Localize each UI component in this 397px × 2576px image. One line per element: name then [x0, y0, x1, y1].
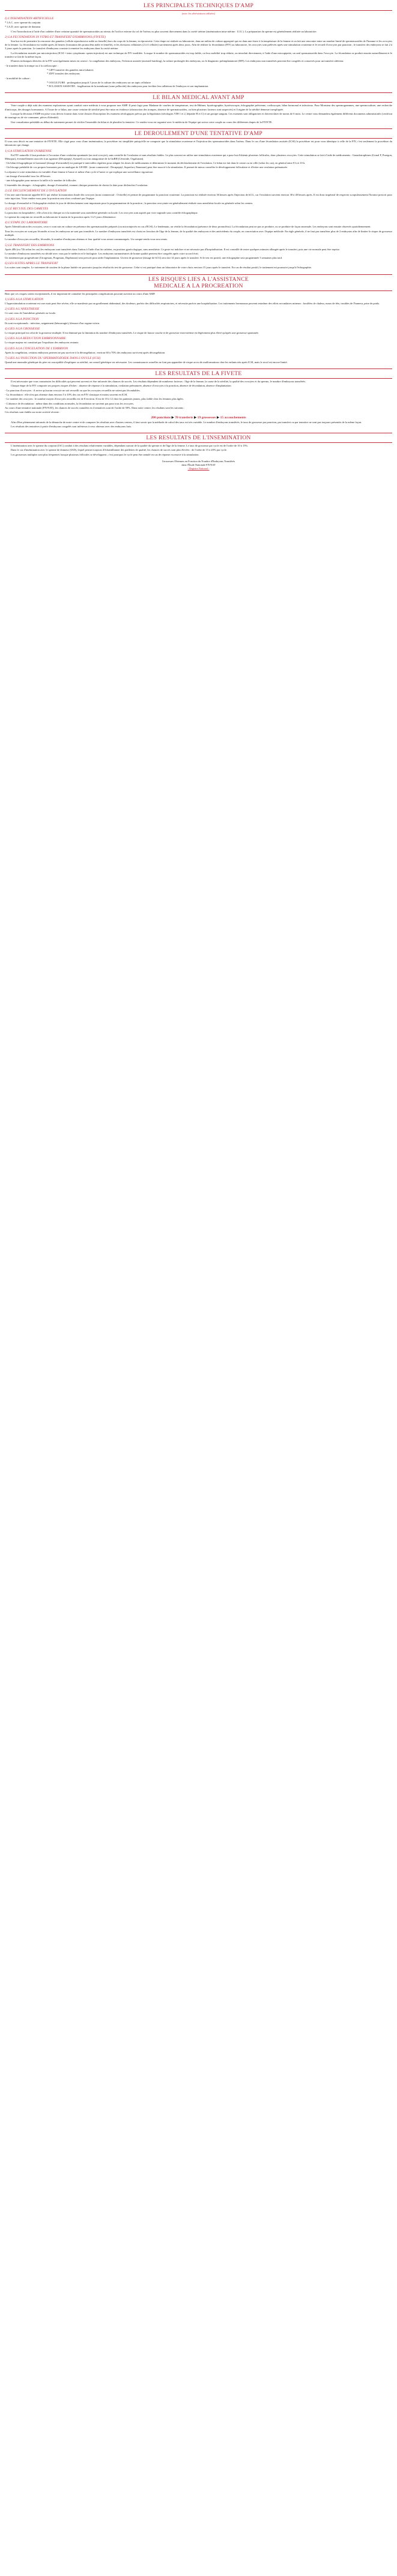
stat-ponctions: 200 ponctions — [151, 415, 171, 420]
paragraph: Quand une anomalie génétique du père est susceptible d'expliquer sa stérilité, un conseil génétique est nécessaire. Les connaissances actuelles ne font pas apparaître de risque accru de malformations chez les enfants nés après ICSI, mais le recul est encore limité. — [5, 360, 288, 364]
section-title-deroulement: LE DEROULEMENT D'UNE TENTATIVE D'AMP — [5, 128, 392, 139]
section-title-resultats-insemination: LES RESULTATS DE L'INSEMINATION — [5, 433, 392, 443]
paragraph: Ils sont exceptionnels : infection, saignement (hémorragie), blessure d'un organe voisin. — [5, 321, 100, 325]
heading-stimulation: 1) LA STIMULATION OVARIENNE — [5, 149, 52, 153]
paragraph: Chaque étape de la FIV comporte ses propres risques d'échec : absence de réponse à la stimulation, ovulation prématurée, absence d'ovocytes à la ponction, absence de fécondation, absence d'implantation. — [11, 384, 232, 388]
caption-line: Grossesses Obtenues en Fonction du Nombre d'Embryons Transférés — [162, 460, 235, 463]
paragraph: Bien que ces risques soient exceptionnels, il est important de connaître les principales complications pouvant survenir au cours d'une AMP. — [5, 292, 156, 295]
heading-transfert: 5) LE TRANSFERT DES EMBRYONS — [5, 243, 55, 247]
paragraph: La ponction est hospitalière ; elle a lieu à la clinique ou à la maternité sous anesthésie générale ou locale. Les ovocytes sont aspirés par voie vaginale sous contrôle échographique. — [5, 211, 198, 214]
paragraph: Son but est de permettre la rencontre des gamètes (cellule reproductrice mâle ou femelle) hors du corps de la femme, en éprouvette. Cette étape est réalisée au laboratoire, dans un milieu de culture approprié qui est dans une étuve à la température de la femme et on fait une rencontre entre un nombre limité de spermatozoïdes de l'homme et les ovocytes de la femme. La fécondation est visible après 24 heures (formation des pronucléus mâle et femelle), et les divisions cellulaires (2 à 4 cellules) surviennent après deux jours. Afin de réaliser la fécondation (FIV) au laboratoire, les ovocytes sont prélevés après une stimulation ovarienne et le recueil d'ovocytes par ponction ; le transfert des embryons se fait 2 à 3 jours après la ponction. Le transfert d'embryons consiste à remettre les embryons dans la cavité utérine. — [5, 39, 392, 50]
title-line: MEDICALE A LA PROCREATION — [154, 282, 243, 289]
paragraph: Le nombre d'embryons transférés est décidé avec vous par le médecin et le biologiste. Les embryons surnuméraires de bonne qualité peuvent être congelés après votre accord écrit. — [5, 251, 199, 255]
heading-declenchement: 2) LE DECLENCHEMENT DE L'OVULATION — [5, 188, 67, 193]
paragraph: C'est une autre hormone appelée hCG qui réalise la maturation finale des ovocytes (nom commercial : Ovitrelle) et permet de programmer la ponction ovarienne. La ponction est réalisée environ 36 heures après l'injection de hCG, car l'ovulation survient environ 38 à 40 heures après. Il est donc impératif de respecter scrupuleusement l'horaire prescrit pour cette injection. Votre rendez-vous pour la ponction sera alors confirmé par l'équipe. — [5, 193, 392, 200]
heading-risk-grossesse: 4) LIES A LA GROSSESSE — [5, 327, 40, 331]
paragraph: - Le nombre des ovocytes : le nombre moyen d'ovocytes recueillis est de 8 environ. Il est de 10 à 12 chez les patientes jeunes, plus faible chez les femmes plus âgées. — [5, 397, 184, 401]
paragraph: Ce sont ceux de l'anesthésie générale ou locale. — [5, 311, 56, 315]
paragraph: Le risque majeur est constitué par l'expulsion des embryons restants. — [5, 341, 79, 345]
paragraph: - Un bilan échographique et hormonal (dosage d'oestradiol) est pratiqué à intervalles réguliers pour adapter les doses de médicaments et déterminer le moment du déclenchement de l'ovulation. Ce bilan est fait dans le centre ou en ville (selon les cas), en général entre 8 h et 10 h. — [5, 161, 306, 165]
paragraph: Après la congélation, certains embryons peuvent ne pas survivre à la décongélation ; environ 60 à 70% des embryons survivent après décongélation. — [5, 351, 166, 354]
paragraph: Il est nécessaire que vous connaissiez les difficultés qui peuvent survenir et être informés des chances de succès. Les résultats dépendent de nombreux facteurs : l'âge de la femme, la cause de la stérilité, la qualité des ovocytes et du sperme, le nombre d'embryons transférés. — [11, 380, 306, 384]
heading-risk-reduction: 5) LIES A LA REDUCTION EMBRYONNAIRE — [5, 337, 66, 341]
paragraph: Après l'identification des ovocytes, ceux-ci sont mis en culture en présence des spermatozoïdes préparés (ou microinjectés en cas d'ICSI). Le lendemain, on vérifie la fécondation (présence de deux pronucléus). La fécondation peut ne pas se produire, ou se produire de façon anormale. Les embryons sont ensuite observés quotidiennement. — [5, 225, 371, 229]
paragraph: L'insémination avec le sperme du conjoint (IAC) conduit à des résultats relativement variables, dépendant surtout de la qualité du sperme et de l'âge de la femme. Le taux de grossesse par cycle est de l'ordre de 10 à 15%. — [11, 444, 249, 448]
technique-list — [5, 68, 392, 76]
stat-grossesses: 19 grossesses — [197, 415, 216, 420]
paragraph: Les grossesses multiples sont plus fréquentes lorsque plusieurs follicules se développent ; c'est pourquoi le cycle peut être annulé en cas de réponse excessive à la stimulation. — [11, 453, 199, 456]
paragraph: - La fécondation : elle n'est pas obtenue dans environ 5 à 10% des cas en FIV classique et moins souvent en ICSI. — [5, 393, 128, 397]
caption-line: dans l'Étude Nationale FIVNAT — [181, 463, 216, 466]
heading-risk-congelation: 6) LIES A LA CONGELATION DE L'EMBRYON — [5, 346, 68, 351]
paragraph: La réponse à votre stimulation est variable d'une femme à l'autre et même d'un cycle à l'autre ce qui explique une surveillance rigoureuse. — [5, 170, 154, 173]
heading-recueil: 3) LE RECUEIL DES GAMETES — [5, 206, 49, 211]
paragraph: Les résultats des tentatives à partir d'embryons congelés sont inférieurs à ceux obtenus avec des embryons frais. — [11, 424, 132, 428]
stat-transferts: 70 transferts — [175, 415, 193, 420]
stat-accouchements: 15 accouchements — [220, 415, 246, 420]
paragraph: Il vous sera décrit en une tentative de FIVETE. Elle s'agit pour vous d'une insémination, la procédure est simplifiée puisqu'elle ne comporte que la stimulation ovarienne et l'injection des spermatozoïdes dans l'utérus. Dans le cas d'une fécondation assistée (ICSI) la procédure est pour vous identique à celle de la FIV, c'est seulement la procédure du laboratoire qui change. — [5, 139, 392, 147]
paragraph: - Un blocage préalable de vos propres hormones par un analogue de LH-RH : (nom commercial : Decapeptyl, Suprefact, Enantone) peut être associé à la stimulation. Il permet de mieux contrôler le développement folliculaire et d'éviter une ovulation prématurée. — [5, 166, 288, 169]
list-item: * ZIFT transfert des embryons — [47, 72, 80, 76]
paragraph: - le transfert dans la trompe ou à la coelioscopie : — [5, 64, 58, 67]
section-title-risques — [5, 274, 392, 291]
paragraph: Le risque principal est celui de la grossesse multiple. Il est diminué par la limitation du nombre d'embryons transférés. Le risque de fausse couche et de grossesse extra-utérine est légèrement plus élevé qu'après une grossesse spontanée. — [5, 331, 259, 334]
paragraph: La fécondation assistée par microinjection (ICSI = intra cytoplasmic sperm injection) est une technique de FIV modifiée. Lorsque le nombre de spermatozoïdes est trop faible, ou leur mobilité trop réduite, on introduit directement, à l'aide d'une micropipette, un seul spermatozoïde dans l'ovocyte. La fécondation se produit ensuite naturellement et le transfert se fait de la même façon. — [5, 51, 392, 59]
heading-fiv: 2) LA FECONDATION IN VITRO ET TRANSFERT D'EMBRYONS (FIVETE) — [5, 35, 106, 39]
paragraph: D'autres techniques dérivées de la FIV sont également mises en oeuvre : la congélation des embryons, l'éclosion assistée (assisted hatching), la culture prolongée des embryons, ou le diagnostic préimplantatoire (DPI). Les embryons non transférés peuvent être congelés et conservés pour un transfert ultérieur. — [11, 59, 344, 63]
section-title-resultats-fivete: LES RESULTATS DE LA FIVETE — [5, 369, 392, 379]
heading-risk-anesthesie: 2) LIES A L'ANESTHESIE — [5, 307, 40, 311]
paragraph: Une consultation préalable au début du traitement permet de vérifier l'ensemble du bilan et de planifier la tentative. Ce rendez-vous est organisé avec le médecin de l'équipe qui suivra votre couple au cours des différentes étapes de la FIVETE. — [11, 120, 273, 124]
paragraph: Les suites sont simples. Le traitement de soutien de la phase lutéale est poursuivi jusqu'au résultat du test de grossesse. Celui-ci est pratiqué dans un laboratoire de votre choix environ 15 jours après le transfert. En cas de résultat positif, le traitement est poursuivi jusqu'à l'échographie. — [5, 266, 312, 269]
paragraph: Au cours d'une tentative nationale (FIVNAT), les chances de succès cumulées en 4 tentatives sont de l'ordre de 50%. Dans notre centre, les résultats sont les suivants : — [5, 406, 185, 409]
paragraph: Afin d'être pleinement informés de la démarche de notre centre et de comparer les résultats avec d'autres centres, il faut savoir que la méthode de calcul des taux est très variable. Le nombre d'embryons transférés, le taux de grossesse par ponction, par transfert ou par tentative ne sont pas toujours présentés de la même façon. — [11, 420, 362, 424]
paragraph: * I.A.D. avec sperme de donneur — [5, 25, 41, 29]
section-title-bilan: LE BILAN MEDICAL AVANT AMP — [5, 92, 392, 103]
paragraph: * I.A.C. avec sperme du conjoint — [5, 21, 41, 24]
paragraph: - une échographie pour mesurer la taille et le nombre de follicules — [5, 179, 76, 182]
paragraph: Dans le cas d'insémination avec le sperme de donneur (IAD), lequel permet toujours d'échantillonner des paillettes de qualité, les chances de succès sont plus élevées : de l'ordre de 15 à 20% par cycle. — [11, 448, 228, 452]
footer-caption — [5, 460, 392, 471]
paragraph: Le dosage d'oestradiol et l'échographie réalisés le jour de déclenchement sont importants pour la programmation de la ponction ; la ponction ovocytaire est généralement réalisée sous anesthésie locale ou générale selon les centres. — [5, 201, 253, 205]
paragraph: - La ponction d'ovocytes : il arrive qu'aucun ovocyte ne soit recueilli ou que les ovocytes recueillis ne soient pas fécondables. — [5, 388, 141, 392]
paragraph: L'hyperstimulation ovarienne est rare mais peut être sévère, elle se manifeste par un gonflement abdominal, des douleurs, parfois des difficultés respiratoires, et nécessite parfois une hospitalisation. Les traitements hormonaux peuvent entraîner des effets secondaires mineurs : bouffées de chaleur, maux de tête, troubles de l'humeur, prise de poids. — [5, 302, 380, 305]
heading-risk-icsi: 7) LIES A L'INJECTION DU SPERMATOZOIDE DANS L'OVULE (ICSI) — [5, 356, 101, 360]
paragraph: C'est l'introduction à l'aide d'un cathéter d'une certaine quantité de spermatozoïdes au niveau de l'orifice externe du col de l'utérus ou plus souvent directement dans la cavité utérine (insémination intra-utérine : I.I.U.). La préparation du sperme est généralement réalisée au laboratoire. — [11, 29, 317, 33]
heading-suites: 6) LES SUITES APRES LE TRANSFERT — [5, 262, 58, 266]
paragraph: Un traitement par progestérone (Utrogestan, Progestan, Duphaston) sera prescrit pour aider l'implantation. Un test de grossesse (dosage de hCG) sera fait 14 jours après le transfert. Si le test est positif, une échographie sera programmée 3 semaines plus tard. — [5, 256, 283, 260]
heading-laboratoire: 4) L'ETAPE DU LABORATOIRE — [5, 221, 48, 225]
heading-risk-ponction: 3) LIES A LA PONCTION — [5, 317, 39, 321]
abbreviation-note: (avec les abréviations utilisées) — [181, 12, 216, 15]
title-line: LES RISQUES LIES A L'ASSISTANCE — [148, 275, 249, 283]
paragraph: - un dosage d'oestradiol tous les 48 heures — [5, 175, 50, 178]
list-item: * GIFT transfert des gamètes intra-tubaires — [47, 68, 94, 71]
paragraph: Lorsque la décision d'AMP est prise vous devrez fournir dans votre dossier d'inscription les examens sérologiques prévus par la législation (sérologies VIH 1 et 2, hépatite B et C) et un groupe sanguin. Ces examens sont obligatoires et doivent dater de moins de 6 mois. Le centre vous demandera également différents documents administratifs (certificat de mariage ou de vie commune, pièces d'identité). — [5, 112, 392, 119]
registry-link[interactable]: - Registre National - — [187, 467, 210, 470]
paragraph: Ces résultats sont établis sur notre activité récente : — [5, 411, 61, 414]
list-item: * ECLOSION ASSISTEE : fragilisation de la membrane (zone pellucide) des embryons pour faciliter leur adhésion de l'embryon et son implantation. — [47, 85, 209, 88]
paragraph: - L'absence de fécondation : même dans des conditions normales, la fécondation ne survient pas pour tous les ovocytes. — [5, 402, 135, 405]
paragraph: Tous les ovocytes ne sont pas fécondés et tous les embryons ne sont pas transférés. Le nombre d'embryons transférés est choisi en fonction de l'âge de la femme, de la qualité des embryons et des antécédents du couple, en concertation avec l'équipe médicale. En règle générale, il ne faut pas transférer plus de 2 embryons afin de limiter le risque de grossesse multiple. — [5, 229, 392, 236]
list-item: * OOCULTURE : prolongation jusqu'à 5 jours de la culture des embryons sur un tapis cellulaire — [47, 80, 151, 84]
results-summary: 200 ponctions ▶ 70 transferts ▶ 19 grossesses ▶ 15 accouchements — [151, 415, 246, 420]
paragraph: Le nombre d'ovocytes recueillis, fécondés, le nombre d'embryons obtenus et leur qualité vous seront communiqués. Un compte-rendu vous sera remis. — [5, 238, 168, 241]
paragraph: Après 48h (ou 72h selon les cas) les embryons sont transférés dans l'utérus à l'aide d'un fin cathéter, en position gynécologique, sans anesthésie. Ce geste est indolore et ne nécessite pas d'hospitalisation. Il est conseillé de rester quelques minutes allongée après le transfert, puis une vie normale peut être reprise. — [5, 247, 341, 251]
technique-list — [5, 81, 392, 89]
paragraph: Votre couple a déjà subi des examens explorateurs ayant conduit votre médecin à vous proposer une AMP. Il peut s'agir pour Madame de courbes de température, test de Hühner, hystérographie, hystéroscopie, échographie pelvienne, coelioscopie, bilan hormonal et infectieux. Pour Monsieur des spermogrammes, une spermoculture, une recherche d'anticorps, des dosages hormonaux. A l'issue de ce bilan, une cause certaine de stérilité peut être mise en évidence (obstruction des trompes, absence de spermatozoïdes, ou bien plusieurs facteurs sont suspectés) et l'origine de la stérilité demeure inexpliquée. — [5, 104, 392, 111]
page-title: LES PRINCIPALES TECHNIQUES D'AMP — [5, 1, 392, 11]
heading-risk-stimulation: 1) LIES A LA STIMULATION — [5, 298, 44, 302]
paragraph: Le sperme du conjoint est recueilli au laboratoire le matin de la ponction après 3 à 5 jours d'abstinence. — [5, 215, 117, 219]
heading-insemination: I) L'INSEMINATION ARTIFICIELLE — [5, 17, 54, 20]
paragraph: L'ensemble des dosages : échographie, dosage d'oestradiol, examen clinique permettra de choisir la date pour déclencher l'ovulation. — [5, 183, 148, 187]
document — [5, 0, 392, 471]
paragraph: - la mobilité de culture : — [5, 76, 31, 80]
paragraph: En FIV naturelle il faut produire à l'occasion d'une ovulation spontanée (un seul ovocyte), sans contrôle de l'ovulation et sans résultats fiables. Le plus souvent on utilise une stimulation ovarienne qui a pour but d'obtenir plusieurs follicules, donc plusieurs ovocytes. Cette stimulation se fait à l'aide de médicaments : Gonadotrophines (Gonal F, Puregon, Ménopur), éventuellement associés à un agoniste (Décapeptyl, Synarel) ou à un antagoniste de la GnRH (Cétrotide, Orgalutran). — [5, 153, 392, 160]
